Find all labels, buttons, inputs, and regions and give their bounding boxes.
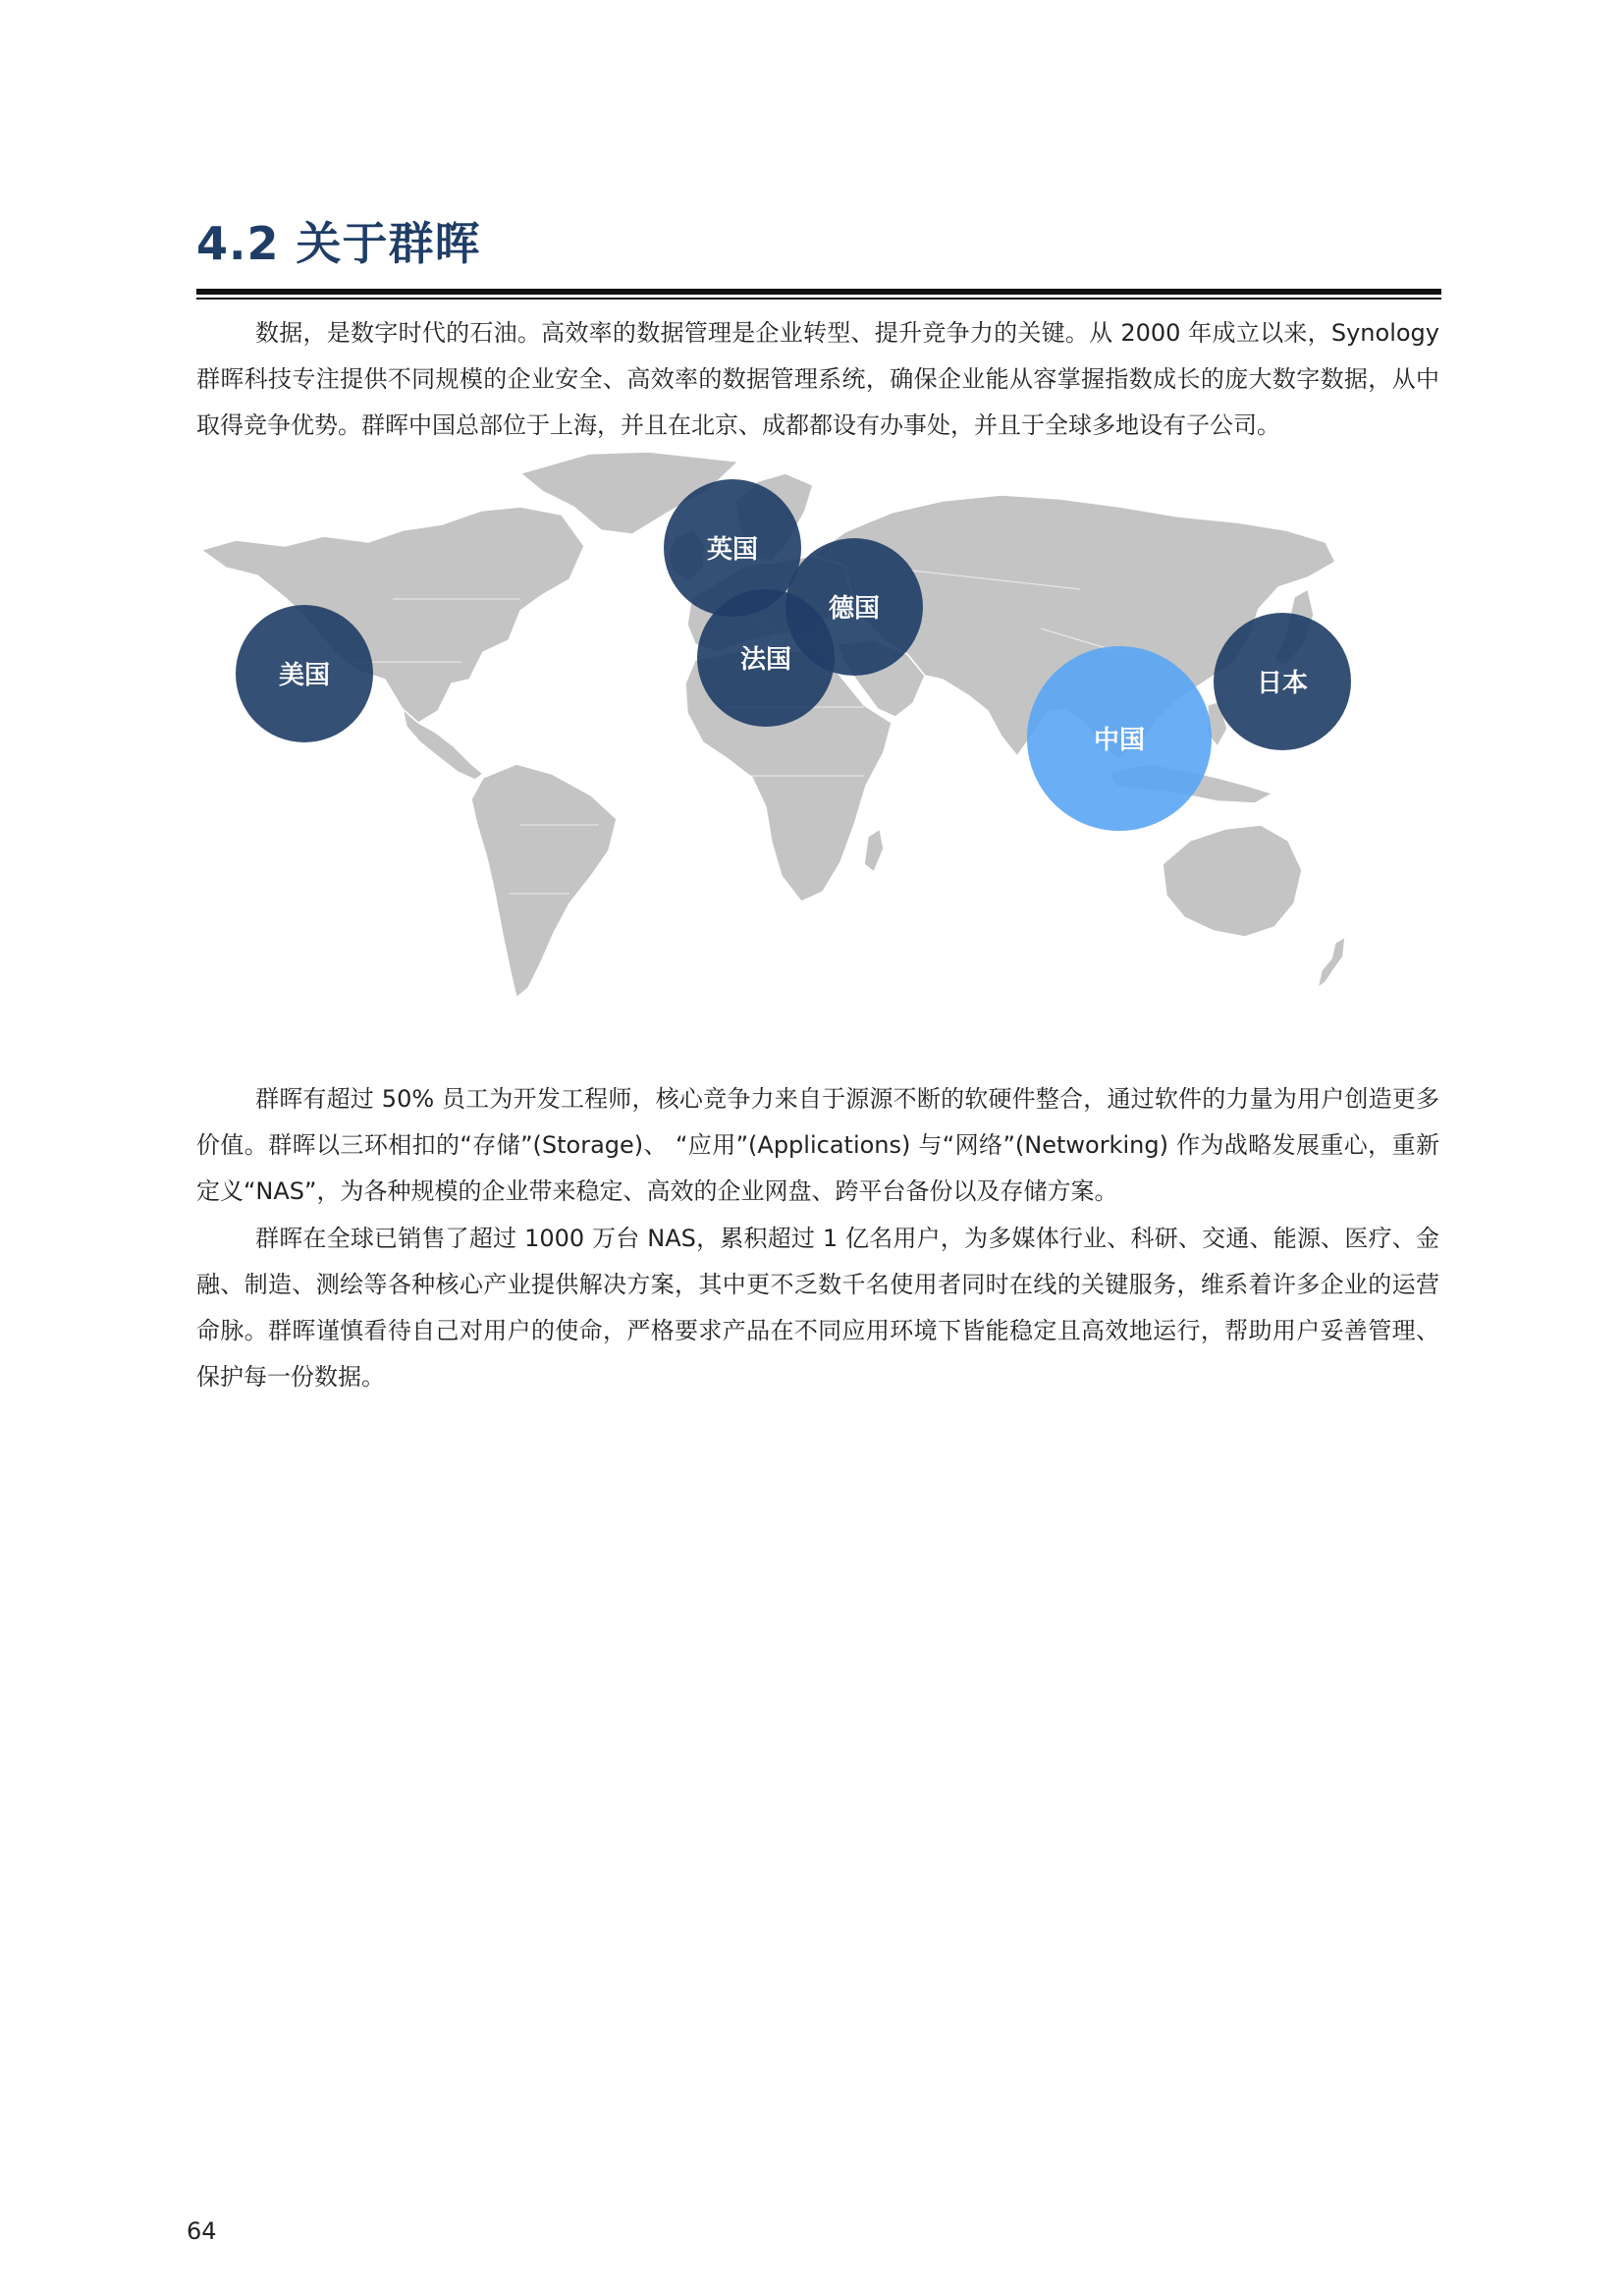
marker-label-china: 中国: [1093, 726, 1146, 755]
section-heading: 4.2 关于群晖: [196, 217, 481, 270]
marker-usa: [236, 605, 373, 742]
marker-label-uk: 英国: [706, 535, 759, 565]
page-number: 64: [187, 2217, 217, 2245]
central-america-landmass: [403, 709, 483, 780]
marker-france: [697, 589, 835, 727]
heading-rule-thin: [196, 298, 1441, 300]
madagascar-landmass: [864, 829, 884, 872]
marker-japan: [1214, 613, 1351, 750]
marker-label-usa: 美国: [278, 661, 331, 690]
marker-label-france: 法国: [739, 645, 792, 675]
heading-rule-thick: [196, 289, 1441, 295]
new-zealand-landmass: [1318, 937, 1345, 988]
intro-paragraph: 数据，是数字时代的石油。高效率的数据管理是企业转型、提升竞争力的关键。从 2000 年成立以来，Synology 群晖科技专注提供不同规模的企业安全、高效率的数据管理系统，确保企业能从容掌握指数成长的庞大数字数据，从中取得竞争优势。群晖中国总部位于上海，并且在北京、成都都设有办事处，并且于全球多地设有子公司。: [196, 319, 1439, 439]
marker-label-germany: 德国: [828, 594, 881, 624]
sales-paragraph: 群晖在全球已销售了超过 1000 万台 NAS，累积超过 1 亿名用户，为多媒体行业、科研、交通、能源、医疗、金融、制造、测绘等各种核心产业提供解决方案，其中更不乏数千名使用者同时在线的关键服务，维系着许多企业的运营命脉。群晖谨慎看待自己对用户的使命，严格要求产品在不同应用环境下皆能稳定且高效地运行，帮助用户妥善管理、保护每一份数据。: [196, 1225, 1439, 1391]
world-map: [196, 452, 1439, 1061]
marker-label-japan: 日本: [1256, 669, 1309, 698]
engineering-paragraph: 群晖有超过 50% 员工为开发工程师，核心竞争力来自于源源不断的软硬件整合，通过软件的力量为用户创造更多价值。群晖以三环相扣的“存储”(Storage)、 “应用”(Applications) 与“网络”(Networking) 作为战略发展重心，重新定义“NAS”，为各种规模的企业带来稳定、高效的企业网盘、跨平台备份以及存储方案。: [196, 1085, 1439, 1205]
australia-landmass: [1163, 825, 1302, 937]
south-america-landmass: [471, 764, 617, 998]
marker-china: [1027, 646, 1212, 831]
